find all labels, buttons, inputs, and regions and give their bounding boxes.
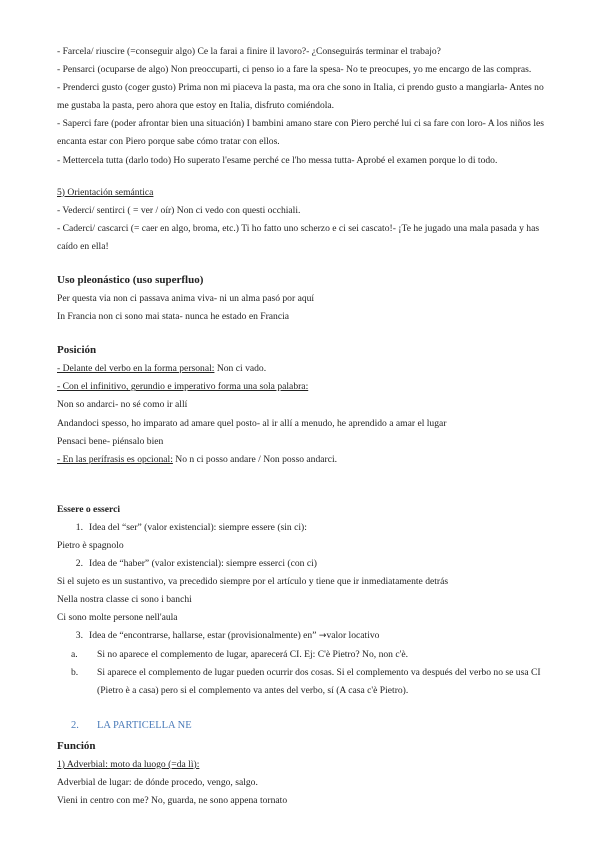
list-text: Idea de “haber” (valor existencial): siempre esserci (con ci) [89, 558, 317, 570]
section-number: 2. [71, 719, 79, 731]
essere-subitem-a [57, 646, 547, 664]
item3-text: Idea de “encontrarse, hallarse, estar (provisionalmente) en” [89, 630, 317, 642]
orientacion-line: - Caderci/ cascarci (= caer en algo, broma, etc.) Ti ho fatto uno scherzo e ci sei cascato!- ¡Te he jugado una mala pasada y has caído en ella! [57, 222, 540, 252]
orientacion-line: - Vederci/ sentirci ( = ver / oír) Non ci vedo con questi occhiali. [57, 204, 301, 216]
list-letter: a. [71, 648, 78, 660]
list-text: Idea del “ser” (valor existencial): siempre essere (sin ci): [89, 521, 307, 533]
posicion-example: Non so andarci- no sé como ir allí [57, 399, 188, 411]
posicion-rule-label: - Delante del verbo en la forma personal: [57, 363, 215, 375]
list-number: 3. [75, 630, 83, 642]
essere-example: Ci sono molte persone nell'aula [57, 612, 178, 624]
section-title: LA PARTICELLA NE [97, 719, 192, 731]
posicion-rule-example: No n ci posso andare / Non posso andarci. [172, 453, 338, 465]
list-number: 1. [75, 521, 83, 533]
list-text [89, 627, 547, 645]
essere-item-2 [57, 555, 547, 573]
funcion-line: Adverbial de lugar: de dónde procedo, vengo, salgo. [57, 776, 258, 788]
ci-expression-prenderci: - Prenderci gusto (coger gusto) Prima non mi piaceva la pasta, ma ora che sono in Italia, ci prendo gusto a mangiarla- Antes no me gustaba la pasta, pero ahora que estoy en Italia, disfruto comiéndola. [57, 82, 544, 112]
essere-item-1 [57, 519, 547, 537]
posicion-rule-label: - En las perífrasis es opcional: [57, 453, 173, 465]
essere-heading: Essere o esserci [57, 503, 121, 515]
item3-tail: valor locativo [326, 630, 380, 642]
ci-expression-mettercela: - Mettercela tutta (darlo todo) Ho superato l'esame perché ce l'ho messa tutta- Aprobé el examen porque lo di todo. [57, 154, 498, 166]
posicion-example: Andandoci spesso, ho imparato ad amare quel posto- al ir allí a menudo, he aprendido a amar el lugar [57, 417, 447, 429]
posicion-heading: Posición [57, 344, 97, 357]
ci-expression-farcela: - Farcela/ riuscire (=conseguir algo) Ce la farai a finire il lavoro?- ¿Conseguirás terminar el trabajo? [57, 46, 441, 57]
list-number: 2. [75, 558, 83, 570]
list-letter: b. [71, 666, 79, 678]
orientacion-heading: 5) Orientación semántica [57, 186, 154, 198]
posicion-rule-infinitivo: - Con el infinitivo, gerundio e imperativo forma una sola palabra: [57, 381, 309, 393]
pleonastico-line: In Francia non ci sono mai stata- nunca he estado en Francia [57, 311, 290, 323]
funcion-heading: Función [57, 739, 96, 752]
list-text: Si aparece el complemento de lugar pueden ocurrir dos cosas. Si el complemento va después del verbo no se usa CI (Pietro è a casa) pero si el complemento va antes del verbo, sí (A casa c'è Pietro). [97, 666, 541, 696]
essere-example: Nella nostra classe ci sono i banchi [57, 594, 192, 606]
section-heading-particella-ne [57, 716, 547, 736]
posicion-rule-perifrasis [57, 451, 547, 469]
essere-note: Si el sujeto es un sustantivo, va precedido siempre por el artículo y tiene que ir inmediatamente detrás [57, 576, 449, 588]
right-arrow-icon: → [318, 631, 327, 642]
ci-expression-saperci: - Saperci fare (poder afrontar bien una situación) I bambini amano stare con Piero perché lui ci sa fare con loro- A los niños les encanta estar con Piero porque sabe cómo tratar con ellos. [57, 118, 544, 148]
essere-item-3 [57, 627, 547, 645]
pleonastico-line: Per questa via non ci passava anima viva- ni un alma pasó por aquí [57, 293, 315, 305]
pleonastico-heading: Uso pleonástico (uso superfluo) [57, 274, 204, 287]
essere-subitem-b [57, 664, 547, 700]
posicion-rule-personal [57, 360, 547, 378]
document-body [57, 43, 547, 810]
essere-example: Pietro è spagnolo [57, 539, 124, 551]
funcion-example: Vieni in centro con me? No, guarda, ne sono appena tornato [57, 795, 288, 806]
list-text: Si no aparece el complemento de lugar, aparecerá CI. Ej: C'è Pietro? No, non c'è. [97, 648, 409, 660]
posicion-example: Pensaci bene- piénsalo bien [57, 435, 164, 447]
posicion-rule-example: Non ci vado. [214, 363, 267, 375]
funcion-subheading: 1) Adverbial: moto da luogo (=da lì): [57, 758, 200, 770]
ci-expression-pensarci: - Pensarci (ocuparse de algo) Non preoccuparti, ci penso io a fare la spesa- No te preocupes, yo me encargo de las compras. [57, 64, 532, 76]
